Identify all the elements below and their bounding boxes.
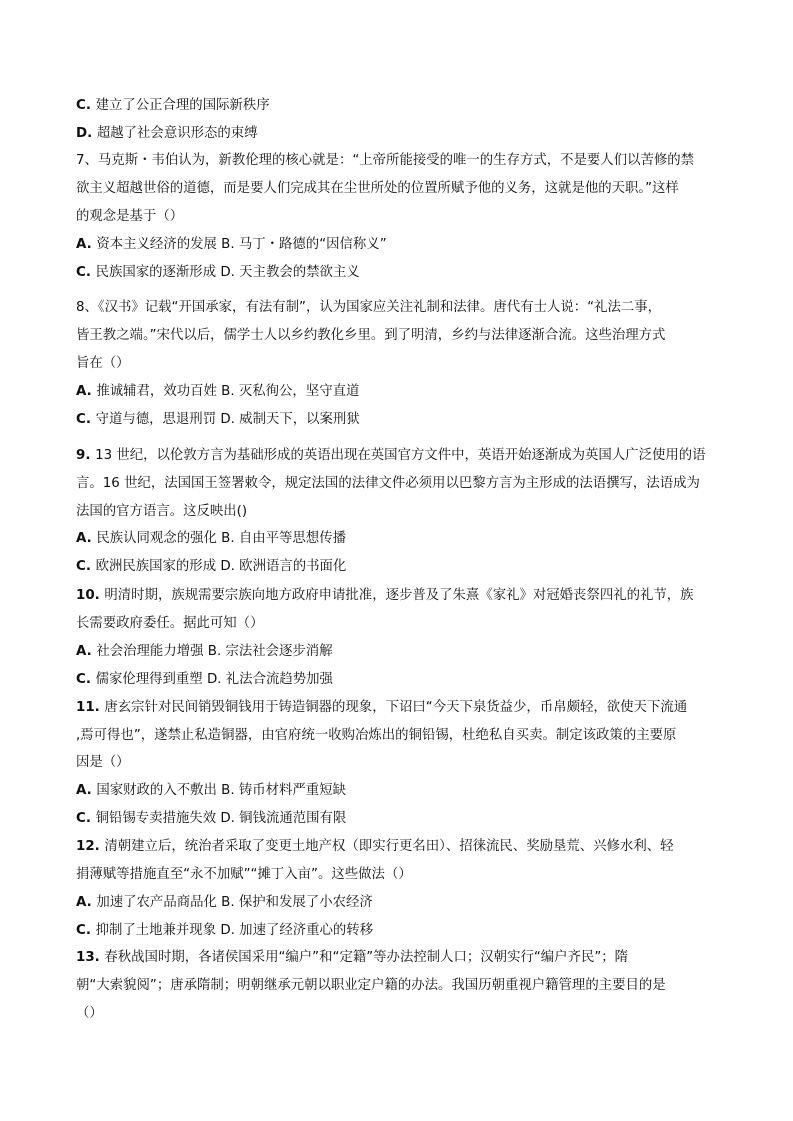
question-number: 13. — [76, 950, 105, 965]
option-line — [76, 382, 726, 402]
question-line — [76, 298, 726, 318]
line-text: 儒家伦理得到重塑 D. 礼法合流趋势加强 — [95, 672, 333, 687]
option-line — [76, 410, 726, 430]
question-number: 11. — [76, 700, 105, 715]
line-text: 旨在（） — [76, 356, 130, 371]
question-line — [76, 446, 726, 466]
line-text: 的观念是基于（） — [76, 209, 184, 224]
question-line — [76, 865, 726, 885]
line-text: （） — [76, 1006, 103, 1021]
option-line — [76, 557, 726, 577]
question-line — [76, 354, 726, 374]
option-letter: C. — [76, 923, 96, 938]
option-letter: A. — [76, 644, 97, 659]
option-letter: A. — [76, 895, 97, 910]
option-letter: C. — [76, 412, 96, 427]
option-letter: C. — [76, 265, 96, 280]
line-text: 铜铅锡专卖措施失效 D. 铜钱流通范围有限 — [95, 811, 347, 826]
option-line — [76, 893, 726, 913]
question-line — [76, 976, 726, 996]
question-line — [76, 837, 726, 857]
question-number: 10. — [76, 588, 105, 603]
question-line — [76, 614, 726, 634]
line-text: 建立了公正合理的国际新秩序 — [95, 98, 270, 113]
question-line — [76, 586, 726, 606]
option-line — [76, 124, 726, 144]
question-line — [76, 207, 726, 227]
line-text: 民族国家的逐渐形成 D. 天主教会的禁欲主义 — [95, 265, 360, 280]
line-text: 国家财政的入不敷出 B. 铸币材料严重短缺 — [96, 783, 346, 798]
question-line — [76, 1004, 726, 1024]
line-text: 超越了社会意识形态的束缚 — [96, 126, 258, 141]
line-text: 欧洲民族国家的形成 D. 欧洲语言的书面化 — [95, 559, 347, 574]
line-text: 资本主义经济的发展 B. 马丁・路德的“因信称义” — [96, 237, 387, 252]
line-text: 民族认同观念的强化 B. 自由平等思想传播 — [96, 531, 346, 546]
option-letter: C. — [76, 811, 96, 826]
line-text: 明清时期，族规需要宗族向地方政府申请批准，逐步普及了朱熹《家礼》对冠婚丧祭四礼的礼节，族 — [104, 588, 694, 603]
line-text: 守道与德，思退刑罚 D. 威制天下，以案刑狱 — [95, 412, 360, 427]
option-letter: C. — [76, 672, 96, 687]
line-text: 言。16 世纪，法国国王签署敕令，规定法国的法律文件必须用以巴黎方言为主形成的法语撰写，法语成为 — [76, 476, 700, 491]
line-text: 皆王教之端。”宋代以后，儒学士人以乡约教化乡里。到了明清，乡约与法律逐渐合流。这些治理方式 — [76, 328, 666, 343]
line-text: 清朝建立后，统治者采取了变更土地产权（即实行更名田）、招徕流民、奖励垦荒、兴修水利、轻 — [104, 839, 674, 854]
line-text: 欲主义超越世俗的道德，而是要人们完成其在尘世所处的位置所赋予他的义务，这就是他的天职。”这样 — [76, 181, 679, 196]
line-text: 长需要政府委任。据此可知（） — [76, 616, 264, 631]
line-text: 加速了农产品商品化 B. 保护和发展了小农经济 — [96, 895, 373, 910]
line-text: 春秋战国时期，各诸侯国采用“编户”和“定籍”等办法控制人口；汉朝实行“编户齐民”；隋 — [104, 950, 629, 965]
option-letter: A. — [76, 384, 97, 399]
question-line — [76, 753, 726, 773]
line-text: 捐薄赋等措施直至“永不加赋”“摊丁入亩”。这些做法（） — [76, 867, 412, 882]
question-line — [76, 474, 726, 494]
line-text: 7、马克斯・韦伯认为，新教伦理的核心就是：“上帝所能接受的唯一的生存方式，不是要人们以苦修的禁 — [76, 153, 695, 168]
line-text: 因是（） — [76, 755, 130, 770]
option-letter: C. — [76, 559, 96, 574]
line-text: 抑制了土地兼并现象 D. 加速了经济重心的转移 — [95, 923, 374, 938]
option-line — [76, 529, 726, 549]
line-text: 法国的官方语言。这反映出() — [76, 504, 248, 519]
line-text: 社会治理能力增强 B. 宗法社会逐步消解 — [96, 644, 333, 659]
option-line — [76, 642, 726, 662]
option-line — [76, 263, 726, 283]
question-line — [76, 502, 726, 522]
question-line — [76, 698, 726, 718]
question-number: 12. — [76, 839, 105, 854]
line-text: ,焉可得也”，遂禁止私造铜器，由官府统一收购冶炼出的铜铅锡，杜绝私自买卖。制定该政策的主要原 — [76, 728, 677, 743]
option-line — [76, 670, 726, 690]
option-letter: A. — [76, 531, 97, 546]
question-line — [76, 948, 726, 968]
line-text: 唐玄宗针对民间销毁铜钱用于铸造铜器的现象，下诏曰“今天下泉货益少，币帛颇轻，欲使天下流通 — [104, 700, 688, 715]
line-text: 8、《汉书》记载“开国承家，有法有制”，认为国家应关注礼制和法律。唐代有士人说：“礼法二事， — [76, 300, 662, 315]
question-number: 9. — [76, 448, 96, 463]
option-line — [76, 96, 726, 116]
option-line — [76, 921, 726, 941]
question-line — [76, 726, 726, 746]
question-line — [76, 179, 726, 199]
option-letter: C. — [76, 98, 96, 113]
option-line — [76, 235, 726, 255]
option-line — [76, 809, 726, 829]
option-letter: A. — [76, 237, 97, 252]
line-text: 朝“大索貌阅”；唐承隋制；明朝继承元朝以职业定户籍的办法。我国历朝重视户籍管理的主要目的是 — [76, 978, 666, 993]
question-line — [76, 151, 726, 171]
line-text: 13 世纪，以伦敦方言为基础形成的英语出现在英国官方文件中，英语开始逐渐成为英国人广泛使用的语 — [95, 448, 706, 463]
option-line — [76, 781, 726, 801]
option-letter: A. — [76, 783, 97, 798]
line-text: 推诚辅君，效功百姓 B. 灭私徇公，坚守直道 — [96, 384, 360, 399]
question-line — [76, 326, 726, 346]
option-letter: D. — [76, 126, 97, 141]
